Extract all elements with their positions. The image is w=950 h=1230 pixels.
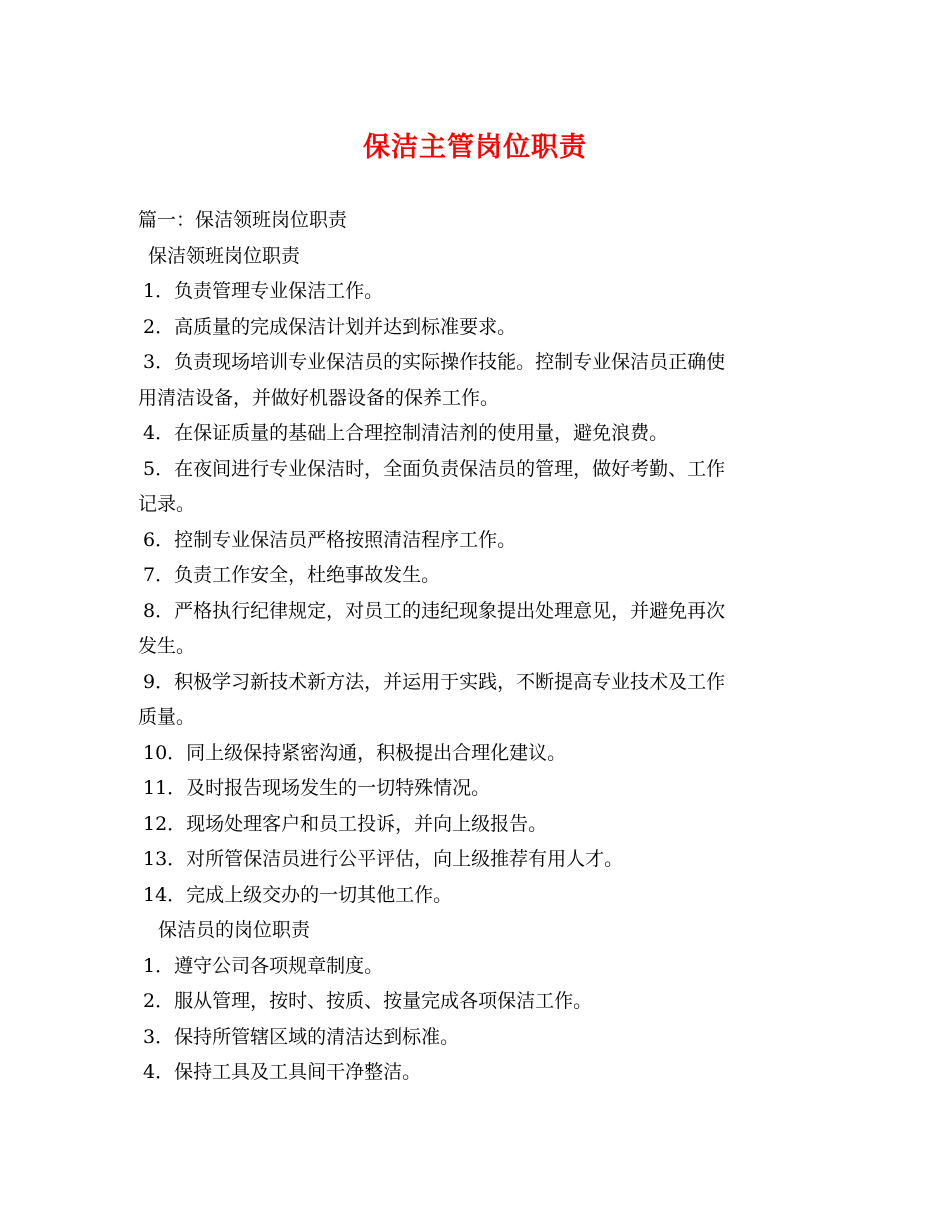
document-title: 保洁主管岗位职责: [363, 132, 587, 163]
section-heading: 篇一：保洁领班岗位职责: [138, 209, 348, 231]
subsection-heading: 保洁员的岗位职责: [158, 919, 311, 941]
list-item-continuation: 发生。: [138, 635, 196, 657]
list-item: 13．对所管保洁员进行公平评估，向上级推荐有用人才。: [143, 848, 624, 870]
list-item: 3．保持所管辖区域的清洁达到标准。: [143, 1025, 460, 1048]
list-item: 3．负责现场培训专业保洁员的实际操作技能。控制专业保洁员正确使: [143, 351, 726, 373]
list-item-continuation: 用清洁设备，并做好机器设备的保养工作。: [138, 386, 500, 409]
list-item: 1．遵守公司各项规章制度。: [143, 954, 384, 977]
list-item: 9．积极学习新技术新方法，并运用于实践，不断提高专业技术及工作: [143, 670, 726, 693]
list-item: 6．控制专业保洁员严格按照清洁程序工作。: [143, 528, 517, 551]
list-item: 11．及时报告现场发生的一切特殊情况。: [143, 777, 491, 799]
subsection-heading: 保洁领班岗位职责: [148, 244, 301, 267]
list-item: 14．完成上级交办的一切其他工作。: [143, 883, 453, 906]
list-item: 2．服从管理，按时、按质、按量完成各项保洁工作。: [143, 990, 593, 1012]
list-item: 7．负责工作安全，杜绝事故发生。: [143, 564, 441, 586]
list-item: 1．负责管理专业保洁工作。: [143, 280, 384, 302]
list-item-continuation: 记录。: [138, 493, 196, 515]
list-item: 4．保持工具及工具间干净整洁。: [143, 1061, 422, 1083]
list-item: 8．严格执行纪律规定，对员工的违纪现象提出处理意见，并避免再次: [143, 599, 726, 622]
list-item: 4．在保证质量的基础上合理控制清洁剂的使用量，避免浪费。: [143, 422, 669, 444]
list-item: 12．现场处理客户和员工投诉，并向上级报告。: [143, 812, 548, 835]
list-item: 5．在夜间进行专业保洁时，全面负责保洁员的管理，做好考勤、工作: [143, 457, 726, 480]
document-body: [138, 203, 818, 1091]
list-item: 10．同上级保持紧密沟通，积极提出合理化建议。: [143, 741, 567, 764]
list-item: 2．高质量的完成保洁计划并达到标准要求。: [143, 315, 517, 338]
list-item-continuation: 质量。: [138, 706, 196, 728]
